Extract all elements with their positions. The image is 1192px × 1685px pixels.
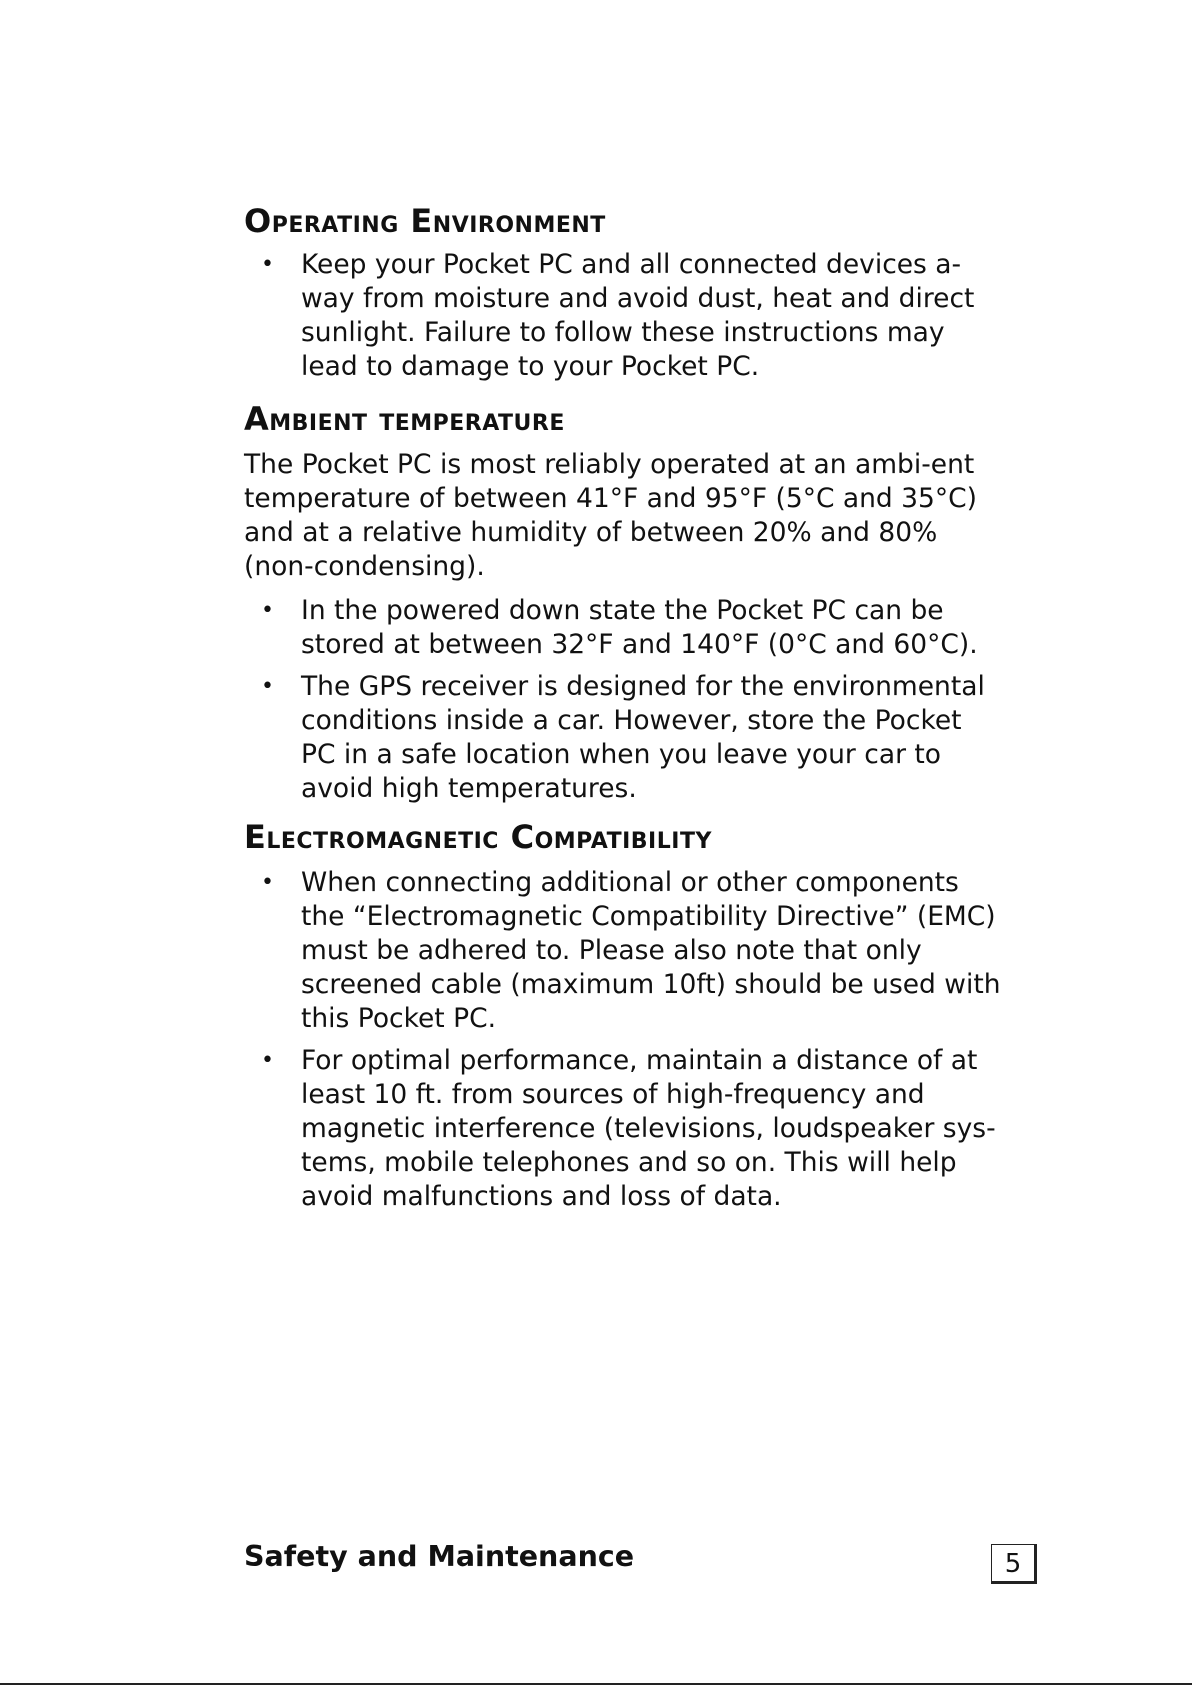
list-item-text: For optimal performance, maintain a distance of at least 10 ft. from sources of high-frequency and magnetic interference (televisions, loudspeaker sys-tems, mobile telephones and so on. This will help avoid malfunctions and loss of data. [301, 1045, 996, 1212]
list-item [244, 1044, 1004, 1214]
bullet-icon: • [261, 1048, 274, 1073]
bullet-list-electromagnetic-compatibility [244, 866, 1004, 1214]
page-number: 5 [1004, 1549, 1022, 1579]
list-item-text: The GPS receiver is designed for the environmental conditions inside a car. However, store the Pocket PC in a safe location when you leave your car to avoid high temperatures. [301, 671, 985, 804]
list-item-text: Keep your Pocket PC and all connected devices a-way from moisture and avoid dust, heat and direct sunlight. Failure to follow these instructions may lead to damage to your Pocket PC. [301, 249, 975, 382]
bullet-icon: • [261, 598, 274, 623]
list-item-text: In the powered down state the Pocket PC can be stored at between 32°F and 140°F (0°C and 60°C). [301, 595, 978, 660]
list-item-text: When connecting additional or other components the “Electromagnetic Compatibility Directive” (EMC) must be adhered to. Please also note that only screened cable (maximum 10ft) should be used with this Pocket PC. [301, 867, 1001, 1034]
list-item [244, 248, 1004, 384]
bullet-icon: • [261, 252, 274, 277]
list-item [244, 866, 1004, 1036]
ambient-temperature-paragraph: The Pocket PC is most reliably operated at an ambi-ent temperature of between 41°F and 95°F (5°C and 35°C) and at a relative humidity of between 20% and 80% (non-condensing). [244, 449, 977, 582]
page-number-box [991, 1544, 1037, 1584]
page-content [244, 200, 1004, 1222]
list-item [244, 594, 1004, 662]
section-heading-operating-environment: Operating Environment [244, 202, 606, 240]
list-item [244, 670, 1004, 806]
footer-title: Safety and Maintenance [244, 1540, 635, 1573]
bullet-icon: • [261, 870, 274, 895]
section-heading-ambient-temperature: Ambient temperature [244, 400, 565, 438]
bullet-list-ambient-temperature [244, 594, 1004, 806]
section-heading-electromagnetic-compatibility: Electromagnetic Compatibility [244, 818, 712, 856]
bullet-list-operating-environment [244, 248, 1004, 384]
bullet-icon: • [261, 674, 274, 699]
